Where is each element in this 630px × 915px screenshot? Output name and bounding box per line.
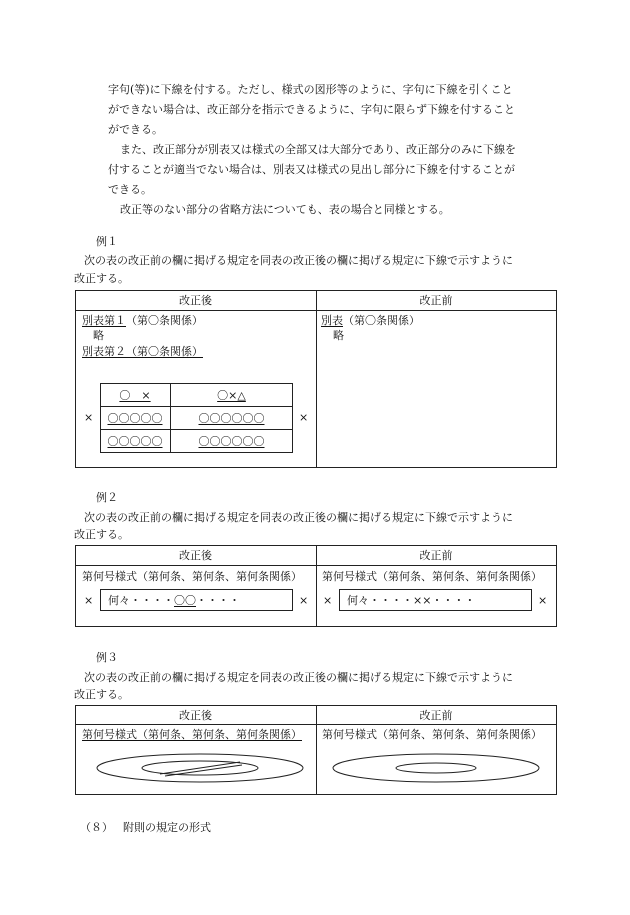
example3-desc-line2: 改正する。 bbox=[74, 688, 129, 701]
example2-cross-left-2: × bbox=[323, 594, 333, 607]
example3-label: 例３ bbox=[96, 651, 118, 664]
example2-header-rule bbox=[75, 565, 556, 566]
example1-left-omit: 略 bbox=[93, 329, 104, 342]
example3-desc-line1: 次の表の改正前の欄に掲げる規定を同表の改正後の欄に掲げる規定に下線で示すように bbox=[84, 671, 513, 684]
example1-header-rule bbox=[75, 310, 556, 311]
example1-left-title bbox=[82, 313, 203, 328]
example2-desc-line2: 改正する。 bbox=[74, 528, 129, 541]
example1-cross-right: × bbox=[299, 411, 309, 424]
example1-inner-cell-r0c0: 〇 × bbox=[119, 389, 151, 402]
example1-inner-cell-r0c1: 〇×△ bbox=[217, 389, 246, 402]
example1-desc-line2: 改正する。 bbox=[74, 272, 129, 285]
example2-before-suffix: ・・・・ bbox=[431, 594, 476, 607]
example1-left-title2: 別表第２（第〇条関係） bbox=[82, 345, 203, 358]
example1-right-title-rest: （第〇条関係） bbox=[343, 314, 420, 327]
example3-before-ellipse-figure bbox=[326, 748, 546, 788]
intro-line-5: 付することが適当でない場合は、別表又は様式の見出し部分に下線を付することが bbox=[108, 163, 515, 176]
example2-before-text bbox=[347, 593, 475, 608]
example1-left-title-changed: 別表第１ bbox=[82, 314, 126, 327]
example1-divider bbox=[316, 290, 317, 467]
example2-label: 例２ bbox=[96, 491, 118, 504]
example1-left-title-rest: （第〇条関係） bbox=[126, 314, 203, 327]
example3-after-ellipse-figure bbox=[90, 748, 310, 788]
intro-line-2: ができない場合は、改正部分を指示できるように、字句に限らず下線を付すること bbox=[108, 103, 515, 116]
intro-line-3: ができる。 bbox=[108, 123, 163, 136]
example2-after-suffix: ・・・・ bbox=[196, 594, 240, 607]
example1-desc-line1: 次の表の改正前の欄に掲げる規定を同表の改正後の欄に掲げる規定に下線で示すように bbox=[84, 254, 513, 267]
section-number: （８） bbox=[80, 821, 113, 834]
section-title: 附則の規定の形式 bbox=[123, 821, 211, 834]
example3-left-title: 第何号様式（第何条、第何条、第何条関係） bbox=[82, 728, 302, 741]
example1-cross-left: × bbox=[84, 411, 94, 424]
example1-inner-rule-2 bbox=[100, 429, 293, 430]
example3-header-after: 改正後 bbox=[179, 709, 212, 722]
example2-before-prefix: 何々・・・・ bbox=[347, 594, 413, 607]
example3-header-before: 改正前 bbox=[419, 709, 453, 722]
example1-header-after: 改正後 bbox=[179, 294, 212, 307]
example2-after-changed: 〇〇 bbox=[174, 594, 196, 607]
section-heading bbox=[80, 820, 211, 835]
example1-inner-cell-r1c1: 〇〇〇〇〇〇 bbox=[198, 412, 265, 425]
intro-line-6: できる。 bbox=[108, 183, 152, 196]
example2-right-title: 第何号様式（第何条、第何条、第何条関係） bbox=[322, 570, 542, 583]
intro-line-1: 字句(等)に下線を付する。ただし、様式の図形等のように、字句に下線を引くこと bbox=[108, 83, 513, 96]
example1-label: 例１ bbox=[96, 235, 118, 248]
example1-inner-cell-r1c0: 〇〇〇〇〇 bbox=[107, 412, 163, 425]
example1-inner-cell-r2c0: 〇〇〇〇〇 bbox=[107, 435, 163, 448]
example2-cross-right-2: × bbox=[538, 594, 548, 607]
example3-right-title: 第何号様式（第何条、第何条、第何条関係） bbox=[322, 728, 542, 741]
example2-after-text bbox=[108, 593, 240, 608]
example2-before-changed: ×× bbox=[413, 594, 432, 607]
example1-inner-cell-r2c1: 〇〇〇〇〇〇 bbox=[198, 435, 265, 448]
example2-header-after: 改正後 bbox=[179, 549, 212, 562]
example3-header-rule bbox=[75, 724, 556, 725]
example1-inner-rule-1 bbox=[100, 406, 293, 407]
example1-right-title bbox=[321, 313, 420, 328]
example2-cross-left-1: × bbox=[84, 594, 94, 607]
intro-line-4: また、改正部分が別表又は様式の全部又は大部分であり、改正部分のみに下線を bbox=[120, 143, 516, 156]
example1-right-omit: 略 bbox=[333, 329, 344, 342]
intro-line-7: 改正等のない部分の省略方法についても、表の場合と同様とする。 bbox=[120, 203, 450, 216]
example2-after-prefix: 何々・・・・ bbox=[108, 594, 174, 607]
example2-desc-line1: 次の表の改正前の欄に掲げる規定を同表の改正後の欄に掲げる規定に下線で示すように bbox=[84, 511, 513, 524]
example2-left-title: 第何号様式（第何条、第何条、第何条関係） bbox=[82, 570, 302, 583]
example1-right-title-changed: 別表 bbox=[321, 314, 343, 327]
example1-header-before: 改正前 bbox=[419, 294, 453, 307]
example2-cross-right-1: × bbox=[299, 594, 309, 607]
example2-header-before: 改正前 bbox=[419, 549, 453, 562]
